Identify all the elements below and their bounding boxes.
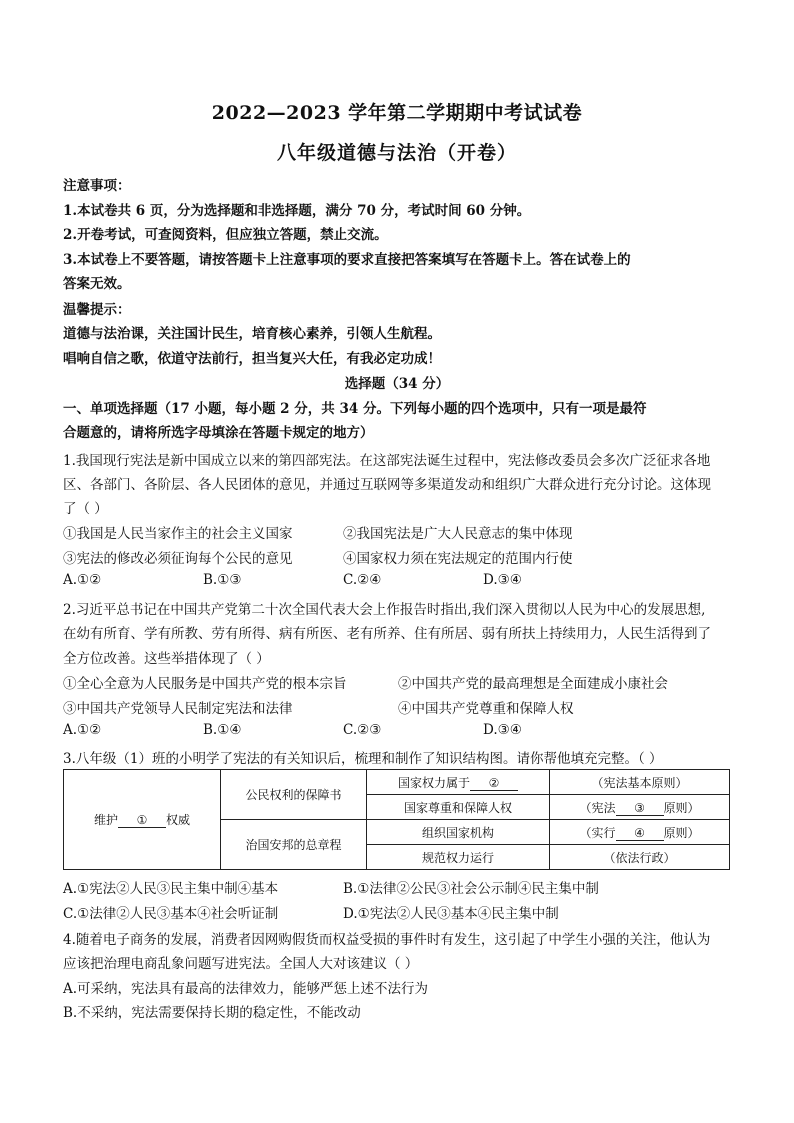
table-row-2-left: 国家尊重和保障人权 [367, 795, 550, 820]
q4-stem-2: 应该把治理电商乱象问题写进宪法。全国人大对该建议（ ） [63, 956, 419, 972]
q4-choice-b: B.不采纳，宪法需要保持长期的稳定性，不能改动 [63, 1005, 361, 1021]
notice-item-3-cont: 答案无效。 [63, 276, 131, 292]
row-1-text: 国家权力属于 [397, 775, 470, 790]
q2-choice-a: A.①② [63, 722, 102, 738]
q1-choice-d: D.③④ [483, 572, 522, 588]
q1-stem-1: 1.我国现行宪法是新中国成立以来的第四部宪法。在这部宪法诞生过程中，宪法修改委员会多次广泛征求各地 [63, 453, 711, 469]
q1-statement-1: ①我国是人民当家作主的社会主义国家 [63, 526, 293, 542]
notice-item-2: 2.开卷考试，可查阅资料，但应独立答题，禁止交流。 [63, 227, 388, 243]
q1-stem-3: 了（ ） [63, 501, 108, 517]
q1-choice-b: B.①③ [203, 572, 242, 588]
q4-stem-1: 4.随着电子商务的发展，消费者因网购假货而权益受损的事件时有发生，这引起了中学生小强的关注，他认为 [63, 932, 711, 948]
table-row-4-left: 规范权力运行 [367, 845, 550, 870]
row-2-right-post: 原则） [663, 800, 700, 815]
q1-choice-c: C.②④ [343, 572, 382, 588]
row-3-blank: ④ [616, 826, 664, 841]
q2-choice-d: D.③④ [483, 722, 522, 738]
table-mid-cell-1: 公民权利的保障书 [221, 770, 367, 820]
tips-heading: 温馨提示： [63, 302, 131, 318]
q1-statement-3: ③宪法的修改必须征询每个公民的意见 [63, 551, 293, 567]
root-blank: ① [118, 813, 166, 828]
notice-item-1: 1.本试卷共 6 页，分为选择题和非选择题，满分 70 分，考试时间 60 分钟。 [63, 203, 531, 219]
table-row-1-left [367, 770, 550, 795]
q4-choice-a: A.可采纳，宪法具有最高的法律效力，能够严惩上述不法行为 [63, 981, 429, 997]
row-3-right-post: 原则） [663, 825, 700, 840]
q1-choice-a: A.①② [63, 572, 102, 588]
exam-title: 2022—2023 学年第二学期期中考试试卷 [211, 102, 583, 124]
table-mid-cell-2: 治国安邦的总章程 [221, 820, 367, 870]
table-root-cell [64, 770, 221, 870]
q3-choice-c: C.①法律②人民③基本④社会听证制 [63, 906, 279, 922]
notice-item-3: 3.本试卷上不要答题，请按答题卡上注意事项的要求直接把答案填写在答题卡上。答在试卷上的 [63, 252, 631, 268]
section-instructions-2: 合题意的，请将所选字母填涂在答题卡规定的地方） [63, 425, 374, 441]
q2-stem-3: 全方位改善。这些举措体现了（ ） [63, 651, 270, 667]
q2-choice-c: C.②③ [343, 722, 382, 738]
root-prefix: 维护 [93, 813, 118, 827]
q2-choice-b: B.①④ [203, 722, 242, 738]
table-row-1-right: （宪法基本原则） [550, 770, 730, 795]
row-2-right-pre: （宪法 [579, 800, 616, 815]
q2-stem-2: 在幼有所育、学有所教、劳有所得、病有所医、老有所养、住有所居、弱有所扶上持续用力，人民生活得到了 [63, 626, 711, 642]
q2-stem-1: 2.习近平总书记在中国共产党第二十次全国代表大会上作报告时指出,我们深入贯彻以人民为中心的发展思想, [63, 602, 706, 618]
q2-statement-2: ②中国共产党的最高理想是全面建成小康社会 [398, 676, 668, 692]
q1-statement-4: ④国家权力须在宪法规定的范围内行使 [343, 551, 573, 567]
q3-choice-a: A.①宪法②人民③民主集中制④基本 [63, 881, 279, 897]
q3-choice-b: B.①法律②公民③社会公示制④民主集中制 [343, 881, 599, 897]
knowledge-structure-table [63, 769, 730, 870]
row-2-blank: ③ [616, 801, 664, 816]
notice-heading: 注意事项： [63, 178, 131, 194]
q3-stem: 3.八年级（1）班的小明学了宪法的有关知识后，梳理和制作了知识结构图。请你帮他填充完整。（ ） [63, 751, 663, 767]
table-row-4-right: （依法行政） [550, 845, 730, 870]
q1-statement-2: ②我国宪法是广大人民意志的集中体现 [343, 526, 573, 542]
row-3-right-pre: （实行 [579, 825, 616, 840]
exam-subtitle: 八年级道德与法治（开卷） [276, 142, 517, 164]
table-row-3-left: 组织国家机构 [367, 820, 550, 845]
q2-statement-1: ①全心全意为人民服务是中国共产党的根本宗旨 [63, 676, 347, 692]
table-row-3-right [550, 820, 730, 845]
root-suffix: 权威 [166, 813, 191, 827]
q1-stem-2: 区、各部门、各阶层、各人民团体的意见，并通过互联网等多渠道发动和组织广大群众进行充分讨论。这体现 [63, 477, 711, 493]
tips-line-2: 唱响自信之歌，依道守法前行，担当复兴大任，有我必定功成！ [63, 351, 441, 367]
row-1-blank: ② [470, 776, 518, 791]
q2-statement-4: ④中国共产党尊重和保障人权 [398, 701, 574, 717]
table-row-2-right [550, 795, 730, 820]
section-title: 选择题（34 分） [344, 376, 450, 392]
section-instructions-1: 一、单项选择题（17 小题，每小题 2 分，共 34 分。下列每小题的四个选项中，只有一项是最符 [63, 401, 647, 417]
q3-choice-d: D.①宪法②人民③基本④民主集中制 [343, 906, 559, 922]
tips-line-1: 道德与法治课，关注国计民生，培育核心素养，引领人生航程。 [63, 326, 441, 342]
q2-statement-3: ③中国共产党领导人民制定宪法和法律 [63, 701, 293, 717]
